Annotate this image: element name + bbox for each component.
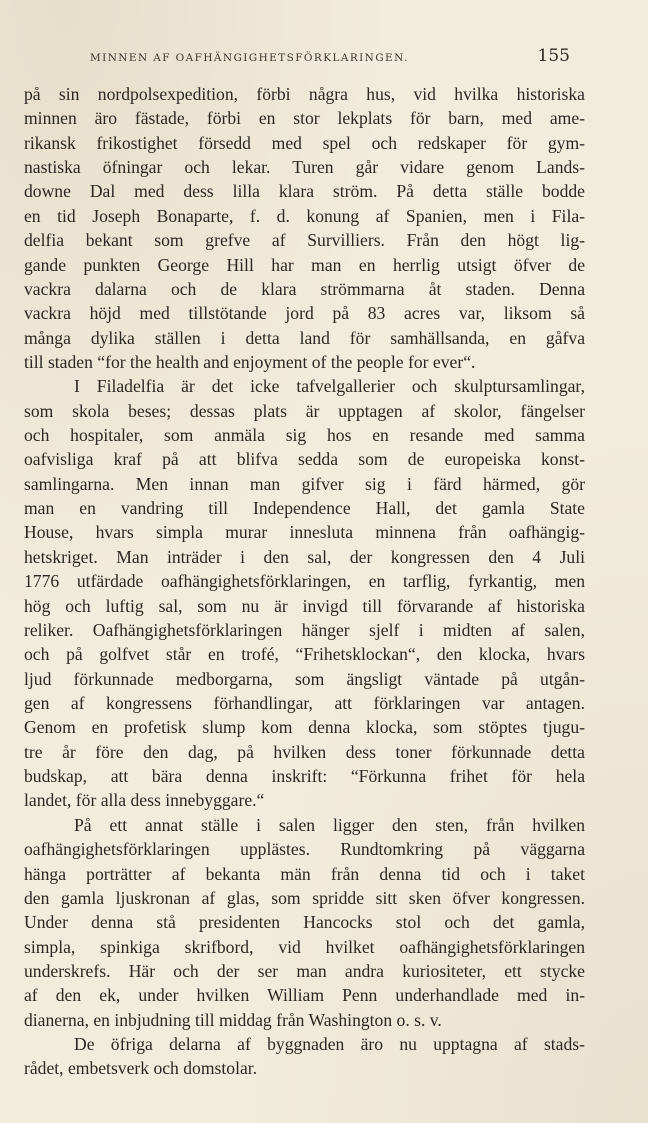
text-line: underskrefs. Här och der ser man andra kuriositeter, ett stycke (24, 960, 585, 981)
text-line: tre år före den dag, på hvilken dess toner förkunnade detta (24, 741, 585, 762)
page-number: 155 (537, 46, 570, 66)
text-line: På ett annat ställe i salen ligger den sten, från hvilken (74, 814, 585, 835)
text-line: till staden “for the health and enjoyment of the people for ever“. (24, 351, 476, 372)
text-line: hög och luftig sal, som nu är invigd till förvarande af historiska (24, 595, 585, 616)
text-line: reliker. Oafhängighetsförklaringen hänger sjelf i midten af salen, (24, 619, 585, 640)
text-line: man en vandring till Independence Hall, det gamla State (24, 498, 585, 519)
text-line: dianerna, en inbjudning till middag från Washington o. s. v. (24, 1009, 442, 1030)
text-line: som skola beses; dessas plats är upptagen af skolor, fängelser (24, 400, 585, 421)
text-line: hänga porträtter af bekanta män från denna tid och i taket (24, 863, 585, 884)
text-line: oafhängighetsförklaringen upplästes. Rundtomkring på väggarna (24, 839, 585, 860)
text-line: rikansk frikostighet försedd med spel och redskaper för gym- (24, 132, 585, 153)
text-line: af den ek, under hvilken William Penn underhandlade med in- (24, 985, 585, 1006)
text-line: delfia bekant som grefve af Survilliers. Från den högt lig- (24, 230, 585, 251)
text-line: och på golfvet står en trofé, “Frihetsklockan“, den klocka, hvars (24, 644, 585, 665)
text-line: gande punkten George Hill har man en herrlig utsigt öfver de (24, 254, 585, 275)
text-line: budskap, att bära denna inskrift: “Förkunna frihet för hela (24, 766, 585, 787)
text-line: på sin nordpolsexpedition, förbi några hus, vid hvilka historiska (24, 84, 585, 104)
text-line: House, hvars simpla murar innesluta minnena från oafhängig- (24, 522, 585, 543)
text-line: och hospitaler, som anmäla sig hos en resande med samma (24, 425, 585, 446)
text-line: 1776 utfärdade oafhängighetsförklaringen, en tarflig, fyrkantig, men (24, 571, 585, 592)
text-line: minnen äro fästade, förbi en stor lekplats för barn, med ame- (24, 108, 585, 129)
text-line: gen af kongressens förhandlingar, att förklaringen var antagen. (24, 692, 585, 713)
body-text (24, 82, 585, 1081)
text-line: en tid Joseph Bonaparte, f. d. konung af Spanien, men i Fila- (24, 205, 585, 226)
text-line: oafvisliga kraf på att blifva sedda som de europeiska konst- (24, 449, 585, 470)
text-line: De öfriga delarna af byggnaden äro nu upptagna af stads- (74, 1034, 585, 1055)
text-line: nastiska öfningar och lekar. Turen går vidare genom Lands- (24, 157, 585, 178)
text-line: I Filadelfia är det icke tafvelgallerier och skulptursamlingar, (74, 376, 585, 397)
text-line: Genom en profetisk slump kom denna klocka, som stöptes tjugu- (24, 717, 585, 738)
text-line: downe Dal med dess lilla klara ström. På detta ställe bodde (24, 181, 585, 202)
text-line: simpla, spinkiga skrifbord, vid hvilket oafhängighetsförklaringen (24, 936, 585, 957)
text-line: vackra höjd med tillstötande jord på 83 acres var, liksom så (24, 303, 585, 324)
text-line: landet, för alla dess innebyggare.“ (24, 790, 265, 811)
text-line: hetskriget. Man inträder i den sal, der kongressen den 4 Juli (24, 546, 585, 567)
text-line: rådet, embetsverk och domstolar. (24, 1058, 258, 1079)
text-line: samlingarna. Men innan man gifver sig i färd härmed, gör (24, 473, 585, 494)
text-line: Under denna stå presidenten Hancocks stol och det gamla, (24, 912, 585, 933)
running-head: MINNEN AF OAFHÄNGIGHETSFÖRKLARINGEN. (90, 52, 409, 64)
text-line: ljud förkunnade medborgarna, som ängsligt väntade på utgån- (24, 668, 585, 689)
text-line: den gamla ljuskronan af glas, som spridde sitt sken öfver kongressen. (24, 887, 585, 908)
text-line: vackra dalarna och de klara strömmarna åt staden. Denna (24, 278, 585, 299)
text-line: många dylika ställen i detta land för samhällsanda, en gåfva (24, 327, 585, 348)
